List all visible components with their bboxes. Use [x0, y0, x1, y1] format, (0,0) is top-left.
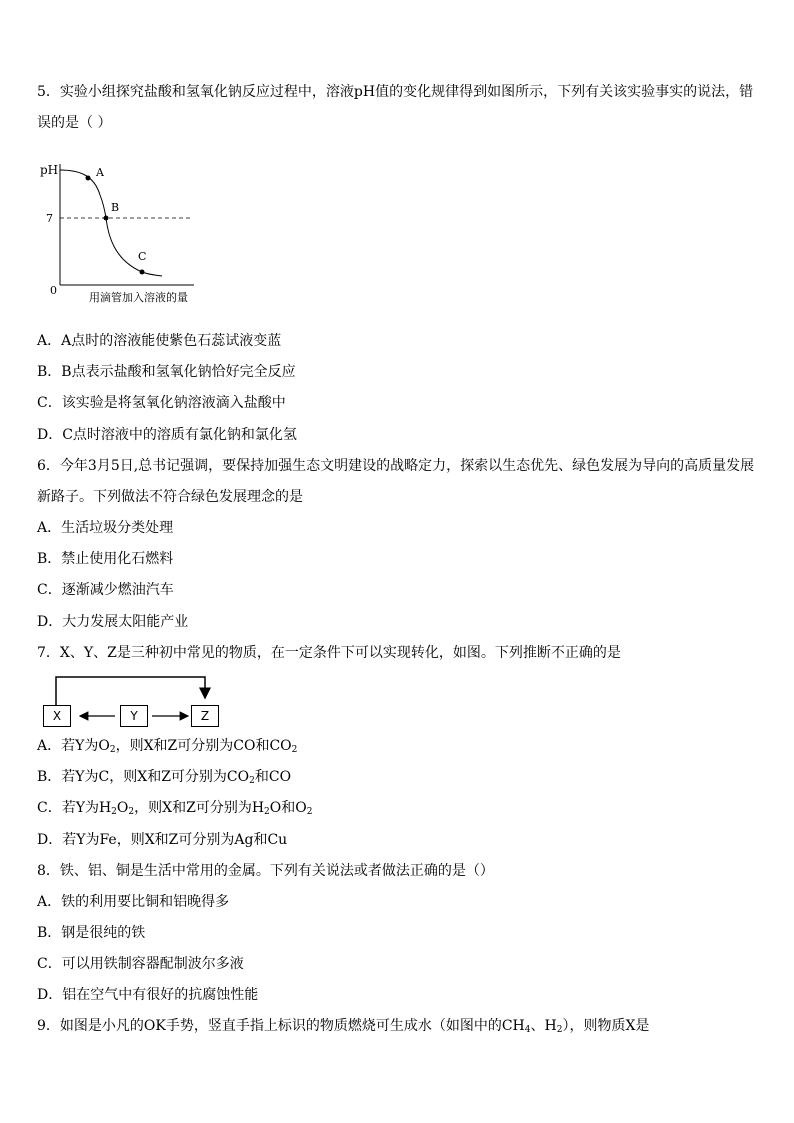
ph-curve — [60, 170, 162, 276]
q6-stem-line2: 新路子。下列做法不符合绿色发展理念的是 — [37, 489, 303, 505]
q5-option-a: A．A点时的溶液能使紫色石蕊试液变蓝 — [37, 333, 282, 349]
q5-stem-line2: 误的是（ ） — [37, 115, 112, 131]
q8-option-d: D．铝在空气中有很好的抗腐蚀性能 — [37, 987, 259, 1003]
q8-stem: 8．铁、铝、铜是生活中常用的金属。下列有关说法或者做法正确的是（） — [37, 863, 494, 879]
y-tick-7: 7 — [46, 212, 53, 225]
origin-label: 0 — [50, 284, 57, 297]
q8-option-a: A．铁的利用要比铜和铝晚得多 — [37, 894, 230, 910]
q7-stem: 7．X、Y、Z是三种初中常见的物质，在一定条件下可以实现转化，如图。下列推断不正确的是 — [37, 645, 621, 661]
ph-curve-chart — [34, 150, 214, 310]
point-c-label: C — [138, 250, 147, 263]
q7-option-d: D．若Y为Fe，则X和Z可分别为Ag和Cu — [37, 832, 288, 848]
point-a-label: A — [96, 166, 104, 179]
x-axis-label: 用滴管加入溶液的量 — [89, 291, 188, 304]
q6-option-b: B．禁止使用化石燃料 — [37, 551, 174, 567]
q7-option-a: A．若Y为$O_2$，则X和Z可分别为CO和$CO_2$ — [37, 738, 298, 755]
point-a-dot — [86, 176, 91, 181]
q6-option-d: D．大力发展太阳能产业 — [37, 614, 189, 630]
box-y: Y — [120, 705, 148, 727]
q6-option-a: A．生活垃圾分类处理 — [37, 520, 174, 536]
q8-option-b: B．钢是很纯的铁 — [37, 925, 146, 941]
q5-option-c: C．该实验是将氢氧化钠溶液滴入盐酸中 — [37, 395, 286, 411]
x-to-z-arrow — [56, 677, 205, 705]
q7-option-c: C．若Y为$H_2O_2$，则X和Z可分别为$H_2O$和$O_2$ — [37, 800, 313, 817]
point-c-dot — [140, 270, 145, 275]
q5-option-b: B．B点表示盐酸和氢氧化钠恰好完全反应 — [37, 364, 296, 380]
q9-stem: 9．如图是小凡的OK手势，竖直手指上标识的物质燃烧可生成水（如图中的$CH_4$、$H_2$），则物质X是 — [37, 1018, 650, 1035]
point-b-dot — [104, 216, 109, 221]
point-b-label: B — [111, 201, 120, 214]
q8-option-c: C．可以用铁制容器配制波尔多液 — [37, 956, 244, 972]
box-z: Z — [191, 705, 219, 727]
q6-option-c: C．逐渐减少燃油汽车 — [37, 582, 174, 598]
q5-option-d: D．C点时溶液中的溶质有氯化钠和氯化氢 — [37, 427, 297, 443]
box-x: X — [43, 705, 71, 727]
y-axis-label: pH — [40, 163, 59, 177]
q5-stem-line1: 5．实验小组探究盐酸和氢氧化钠反应过程中，溶液pH值的变化规律得到如图所示，下列有关该实验事实的说法，错 — [37, 84, 754, 100]
q7-option-b: B．若Y为C，则X和Z可分别为$CO_2$和CO — [37, 769, 292, 786]
q6-stem-line1: 6．今年3月5日,总书记强调，要保持加强生态文明建设的战略定力，探索以生态优先、绿色发展为导向的高质量发展 — [37, 458, 755, 474]
